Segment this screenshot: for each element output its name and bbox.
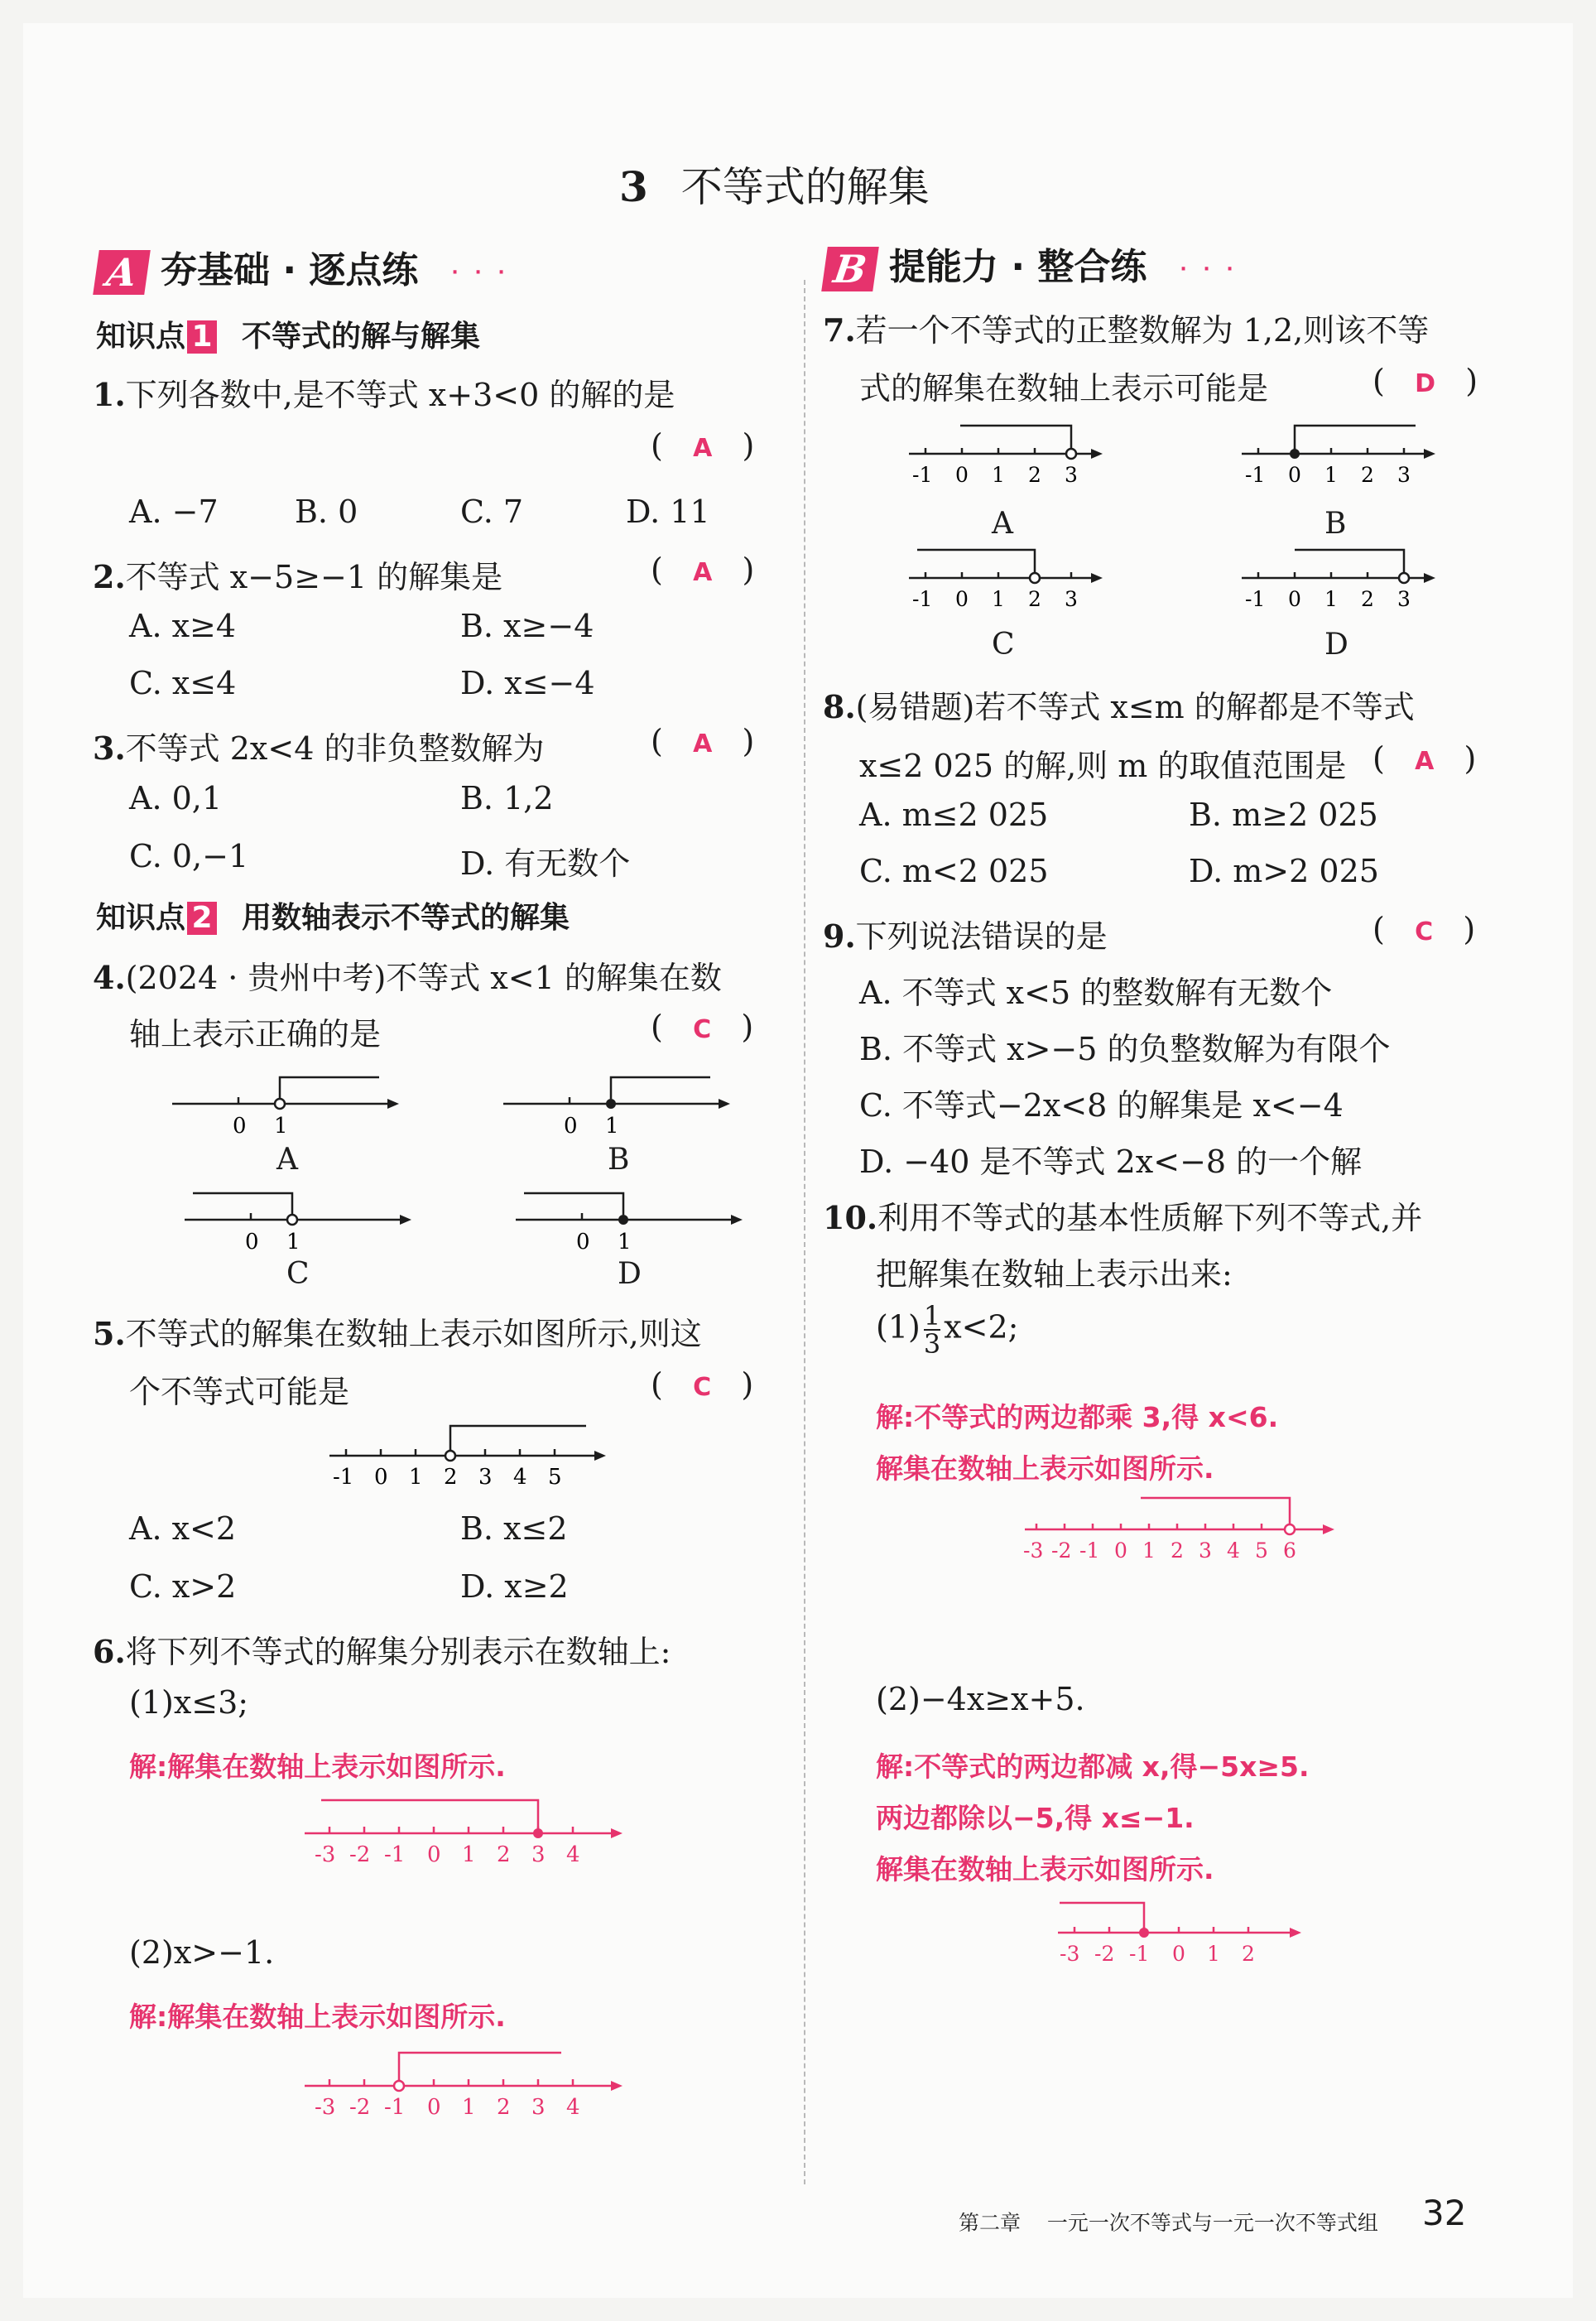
q7-label-c: C (992, 628, 1015, 662)
q1-option-a: A. −7 (129, 494, 219, 530)
q5-option-d: D. x≥2 (460, 1568, 569, 1605)
q10-number: 10. (823, 1199, 878, 1236)
q1-option-d: D. 11 (626, 494, 710, 530)
page (23, 23, 1573, 2298)
q8-option-c: C. m<2 025 (859, 853, 1049, 889)
q4-label-d: D (618, 1257, 642, 1291)
q3-option-a: A. 0,1 (129, 780, 223, 816)
q10-stem-line1 (823, 1192, 1422, 1238)
q10-part1-solution-2: 解集在数轴上表示如图所示. (876, 1452, 1214, 1485)
kp1-text: 不等式的解与解集 (242, 320, 481, 354)
q7a-tick-0: -1 (912, 463, 933, 487)
q5-answer-bracket: ( C ) (651, 1366, 754, 1403)
q10-fraction-denominator: 3 (923, 1328, 941, 1360)
q4-stem-line1 (93, 952, 722, 998)
q6-part1: (1)x≤3; (129, 1684, 249, 1721)
q5-tick-2: 1 (409, 1465, 423, 1490)
q7-stem-line2: 式的解集在数轴上表示可能是 (859, 370, 1269, 407)
q6b-tick-7: 4 (566, 2095, 580, 2120)
q7a-tick-2: 1 (992, 463, 1005, 487)
q6-part2-solution: 解:解集在数轴上表示如图所示. (129, 2001, 506, 2033)
q4b-tick-0: 0 (564, 1114, 578, 1139)
q10a-tick-1: -2 (1051, 1539, 1072, 1563)
q6a-tick-2: -1 (384, 1842, 406, 1867)
q1-answer: A (693, 434, 713, 463)
q7c-tick-4: 3 (1065, 587, 1078, 611)
q4a-tick-0: 0 (233, 1114, 247, 1139)
section-a-header (96, 240, 510, 295)
q4c-tick-0: 0 (245, 1230, 259, 1254)
q2-option-c: C. x≤4 (129, 665, 237, 701)
q7-answer-bracket: ( D ) (1372, 363, 1478, 399)
q8-stem-line2: x≤2 025 的解,则 m 的取值范围是 (859, 748, 1347, 784)
q7-number: 7. (823, 311, 856, 349)
q6-part2: (2)x>−1. (129, 1934, 275, 1971)
q6b-tick-0: -3 (315, 2095, 336, 2120)
q6-part1-number-line (296, 1779, 644, 1870)
q5-tick-5: 4 (513, 1465, 527, 1490)
q7-figure-b (1233, 412, 1449, 495)
q9-option-c: C. 不等式−2x<8 的解集是 x<−4 (859, 1087, 1344, 1124)
q6b-tick-2: -1 (384, 2095, 406, 2120)
section-a-badge: A (93, 250, 151, 295)
q10b-tick-0: -3 (1060, 1942, 1080, 1966)
q6a-tick-5: 2 (497, 1842, 511, 1867)
q9-answer: C (1415, 917, 1434, 946)
q10-text-1: 利用不等式的基本性质解下列不等式,并 (877, 1200, 1423, 1236)
q10b-tick-3: 0 (1172, 1942, 1185, 1966)
q2-text: 不等式 x−5≥−1 的解集是 (125, 559, 503, 595)
q6a-tick-3: 0 (427, 1842, 441, 1867)
q2-option-b: B. x≥−4 (460, 608, 594, 644)
q6b-tick-6: 3 (531, 2095, 546, 2120)
q6b-tick-1: -2 (349, 2095, 371, 2120)
q4-label-c: C (286, 1257, 310, 1291)
q10-part1-solution-1: 解:不等式的两边都乘 3,得 x<6. (876, 1401, 1279, 1433)
q9-answer-bracket: ( C ) (1372, 911, 1476, 947)
q7c-tick-3: 2 (1028, 587, 1041, 611)
q5-text-1: 不等式的解集在数轴上表示如图所示,则这 (125, 1316, 702, 1352)
q4-answer-bracket: ( C ) (651, 1009, 754, 1045)
q5-option-b: B. x≤2 (460, 1510, 568, 1547)
q2-answer: A (693, 558, 713, 587)
q7-figure-a (901, 412, 1116, 495)
q4-label-a: A (276, 1143, 298, 1177)
q10b-tick-4: 1 (1207, 1942, 1220, 1966)
q7-stem-line1 (823, 305, 1429, 350)
q10-part2-solution-3: 解集在数轴上表示如图所示. (876, 1853, 1214, 1885)
q10-fraction (923, 1300, 941, 1360)
q7c-tick-1: 0 (955, 587, 969, 611)
q5-option-a: A. x<2 (129, 1510, 237, 1547)
column-divider (804, 280, 805, 2184)
q2-option-d: D. x≤−4 (460, 665, 595, 701)
q7-label-a: A (992, 507, 1013, 541)
knowledge-point-2 (96, 894, 570, 937)
q4b-tick-1: 1 (605, 1114, 619, 1139)
q6a-tick-7: 4 (566, 1842, 580, 1867)
section-a-title: 夯基础 · 逐点练 (161, 249, 419, 291)
footer-chapter (959, 2207, 1378, 2237)
page-number: 32 (1422, 2193, 1467, 2233)
q6-part1-solution: 解:解集在数轴上表示如图所示. (129, 1750, 506, 1783)
q7a-tick-4: 3 (1065, 463, 1078, 487)
q3-answer: A (693, 730, 713, 758)
q8-stem-line1 (823, 681, 1415, 727)
footer-chapter-title: 一元一次不等式与一元一次不等式组 (1046, 2211, 1378, 2235)
q7b-tick-2: 1 (1324, 463, 1338, 487)
section-b-badge: B (821, 247, 879, 291)
q5-option-c: C. x>2 (129, 1568, 237, 1605)
section-a-dots: · · · (451, 262, 510, 283)
kp2-text: 用数轴表示不等式的解集 (242, 901, 570, 935)
q5-number-line (321, 1406, 619, 1497)
q4d-tick-0: 0 (576, 1230, 590, 1254)
q10a-tick-2: -1 (1079, 1539, 1100, 1563)
q2-stem (93, 551, 502, 597)
q10a-tick-7: 4 (1227, 1539, 1240, 1563)
q7d-tick-3: 2 (1361, 587, 1374, 611)
q7d-tick-1: 0 (1288, 587, 1301, 611)
q6a-tick-1: -2 (349, 1842, 371, 1867)
q1-option-b: B. 0 (295, 494, 358, 530)
q10-fraction-numerator: 1 (923, 1300, 941, 1331)
q3-number: 3. (93, 730, 126, 767)
q7a-tick-1: 0 (955, 463, 969, 487)
q3-text: 不等式 2x<4 的非负整数解为 (125, 730, 545, 767)
q9-text: 下列说法错误的是 (855, 918, 1108, 955)
q4-figure-b (495, 1054, 743, 1153)
q6-stem (93, 1626, 671, 1672)
q4-figure-c (176, 1170, 425, 1269)
q9-number: 9. (823, 917, 856, 955)
q5-tick-4: 3 (478, 1465, 493, 1490)
q1-answer-bracket: ( A ) (651, 427, 755, 464)
q3-option-b: B. 1,2 (460, 780, 554, 816)
q8-option-b: B. m≥2 025 (1189, 797, 1378, 833)
q5-tick-0: -1 (333, 1465, 354, 1490)
q10a-tick-9: 6 (1283, 1539, 1296, 1563)
q7-label-b: B (1324, 507, 1347, 541)
footer-chapter-label: 第二章 (959, 2211, 1022, 2235)
q10b-tick-2: -1 (1129, 1942, 1150, 1966)
q10-part1 (876, 1300, 1019, 1360)
q6b-tick-4: 1 (462, 2095, 476, 2120)
q7b-tick-4: 3 (1397, 463, 1411, 487)
q10a-tick-6: 3 (1199, 1539, 1212, 1563)
q4c-tick-1: 1 (286, 1230, 300, 1254)
q6a-tick-4: 1 (462, 1842, 476, 1867)
q9-option-d: D. −40 是不等式 2x<−8 的一个解 (859, 1144, 1363, 1180)
q10-part2: (2)−4x≥x+5. (876, 1681, 1085, 1717)
q7-figure-d (1233, 537, 1449, 619)
q10a-tick-4: 1 (1142, 1539, 1156, 1563)
q4-stem-line2: 轴上表示正确的是 (129, 1016, 382, 1052)
section-b-dots: · · · (1180, 258, 1238, 280)
q10a-tick-5: 2 (1171, 1539, 1184, 1563)
q7-text-1: 若一个不等式的正整数解为 1,2,则该不等 (855, 312, 1430, 349)
section-b-header (824, 237, 1238, 291)
q10-part2-solution-2: 两边都除以−5,得 x≤−1. (876, 1802, 1195, 1834)
q7-figure-c (901, 537, 1116, 619)
q7a-tick-3: 2 (1028, 463, 1041, 487)
q4d-tick-1: 1 (618, 1230, 632, 1254)
q1-option-c: C. 7 (460, 494, 524, 530)
q8-option-d: D. m>2 025 (1189, 853, 1379, 889)
q4-figure-d (507, 1170, 756, 1269)
q7d-tick-4: 3 (1397, 587, 1411, 611)
page-title (619, 154, 930, 214)
q10-part1-prefix: (1) (876, 1308, 921, 1346)
q4-label-b: B (608, 1143, 630, 1177)
q10b-tick-5: 2 (1242, 1942, 1255, 1966)
q8-number: 8. (823, 688, 856, 725)
q6a-tick-0: -3 (315, 1842, 336, 1867)
q4a-tick-1: 1 (274, 1114, 288, 1139)
q6-number: 6. (93, 1633, 126, 1670)
q10a-tick-0: -3 (1023, 1539, 1044, 1563)
kp2-number: 2 (187, 902, 217, 935)
q5-stem-line1 (93, 1308, 702, 1354)
q10-stem-line2: 把解集在数轴上表示出来: (876, 1256, 1233, 1293)
q6a-tick-6: 3 (531, 1842, 546, 1867)
q10-part1-number-line (1017, 1485, 1348, 1576)
q6b-tick-3: 0 (427, 2095, 441, 2120)
q7d-tick-0: -1 (1245, 587, 1266, 611)
q2-answer-bracket: ( A ) (651, 551, 755, 588)
title-text: 不等式的解集 (680, 163, 930, 211)
knowledge-point-1 (96, 313, 480, 355)
q1-text: 下列各数中,是不等式 x+3<0 的解的是 (125, 377, 675, 413)
q5-stem-line2: 个不等式可能是 (129, 1374, 350, 1410)
q7-label-d: D (1324, 628, 1348, 662)
q10-part2-number-line (1050, 1886, 1315, 1977)
q9-option-b: B. 不等式 x>−5 的负整数解为有限个 (859, 1031, 1391, 1067)
q4-text-1: (2024 · 贵州中考)不等式 x<1 的解集在数 (125, 960, 722, 996)
q8-option-a: A. m≤2 025 (859, 797, 1049, 833)
q3-stem (93, 723, 544, 768)
q3-option-c: C. 0,−1 (129, 838, 249, 874)
q7b-tick-0: -1 (1245, 463, 1266, 487)
q8-answer: A (1415, 747, 1435, 776)
q6-text: 将下列不等式的解集分别表示在数轴上: (125, 1634, 671, 1670)
q10a-tick-8: 5 (1255, 1539, 1268, 1563)
q4-figure-a (164, 1054, 412, 1153)
kp2-label: 知识点 (96, 901, 186, 935)
q7c-tick-0: -1 (912, 587, 933, 611)
q7d-tick-2: 1 (1324, 587, 1338, 611)
q2-number: 2. (93, 558, 126, 595)
q5-tick-1: 0 (374, 1465, 388, 1490)
q10b-tick-1: -2 (1094, 1942, 1115, 1966)
q5-answer: C (693, 1373, 712, 1402)
q5-number: 5. (93, 1315, 126, 1352)
q7c-tick-2: 1 (992, 587, 1005, 611)
q4-number: 4. (93, 959, 126, 996)
kp1-label: 知识点 (96, 320, 186, 354)
q1-number: 1. (93, 376, 126, 413)
q8-answer-bracket: ( A ) (1372, 740, 1477, 777)
q6b-tick-5: 2 (497, 2095, 511, 2120)
q9-option-a: A. 不等式 x<5 的整数解有无数个 (859, 975, 1333, 1011)
q7b-tick-1: 0 (1288, 463, 1301, 487)
q2-option-a: A. x≥4 (129, 608, 237, 644)
q6-part2-number-line (296, 2031, 644, 2122)
q10-part1-expr: x<2; (944, 1308, 1019, 1346)
q7-answer: D (1415, 369, 1435, 398)
q5-tick-6: 5 (548, 1465, 562, 1490)
title-number: 3 (619, 162, 648, 211)
q4-answer: C (693, 1015, 712, 1044)
q7b-tick-3: 2 (1361, 463, 1374, 487)
q9-stem (823, 911, 1108, 956)
q1-stem (93, 369, 675, 415)
q3-answer-bracket: ( A ) (651, 723, 755, 759)
section-b-title: 提能力 · 整合练 (889, 246, 1147, 288)
q10-part2-solution-1: 解:不等式的两边都减 x,得−5x≥5. (876, 1750, 1310, 1783)
q8-text-1: (易错题)若不等式 x≤m 的解都是不等式 (855, 689, 1415, 725)
q3-option-d: D. 有无数个 (460, 845, 631, 882)
kp1-number: 1 (187, 320, 217, 354)
q10a-tick-3: 0 (1114, 1539, 1127, 1563)
q5-tick-3: 2 (444, 1465, 458, 1490)
